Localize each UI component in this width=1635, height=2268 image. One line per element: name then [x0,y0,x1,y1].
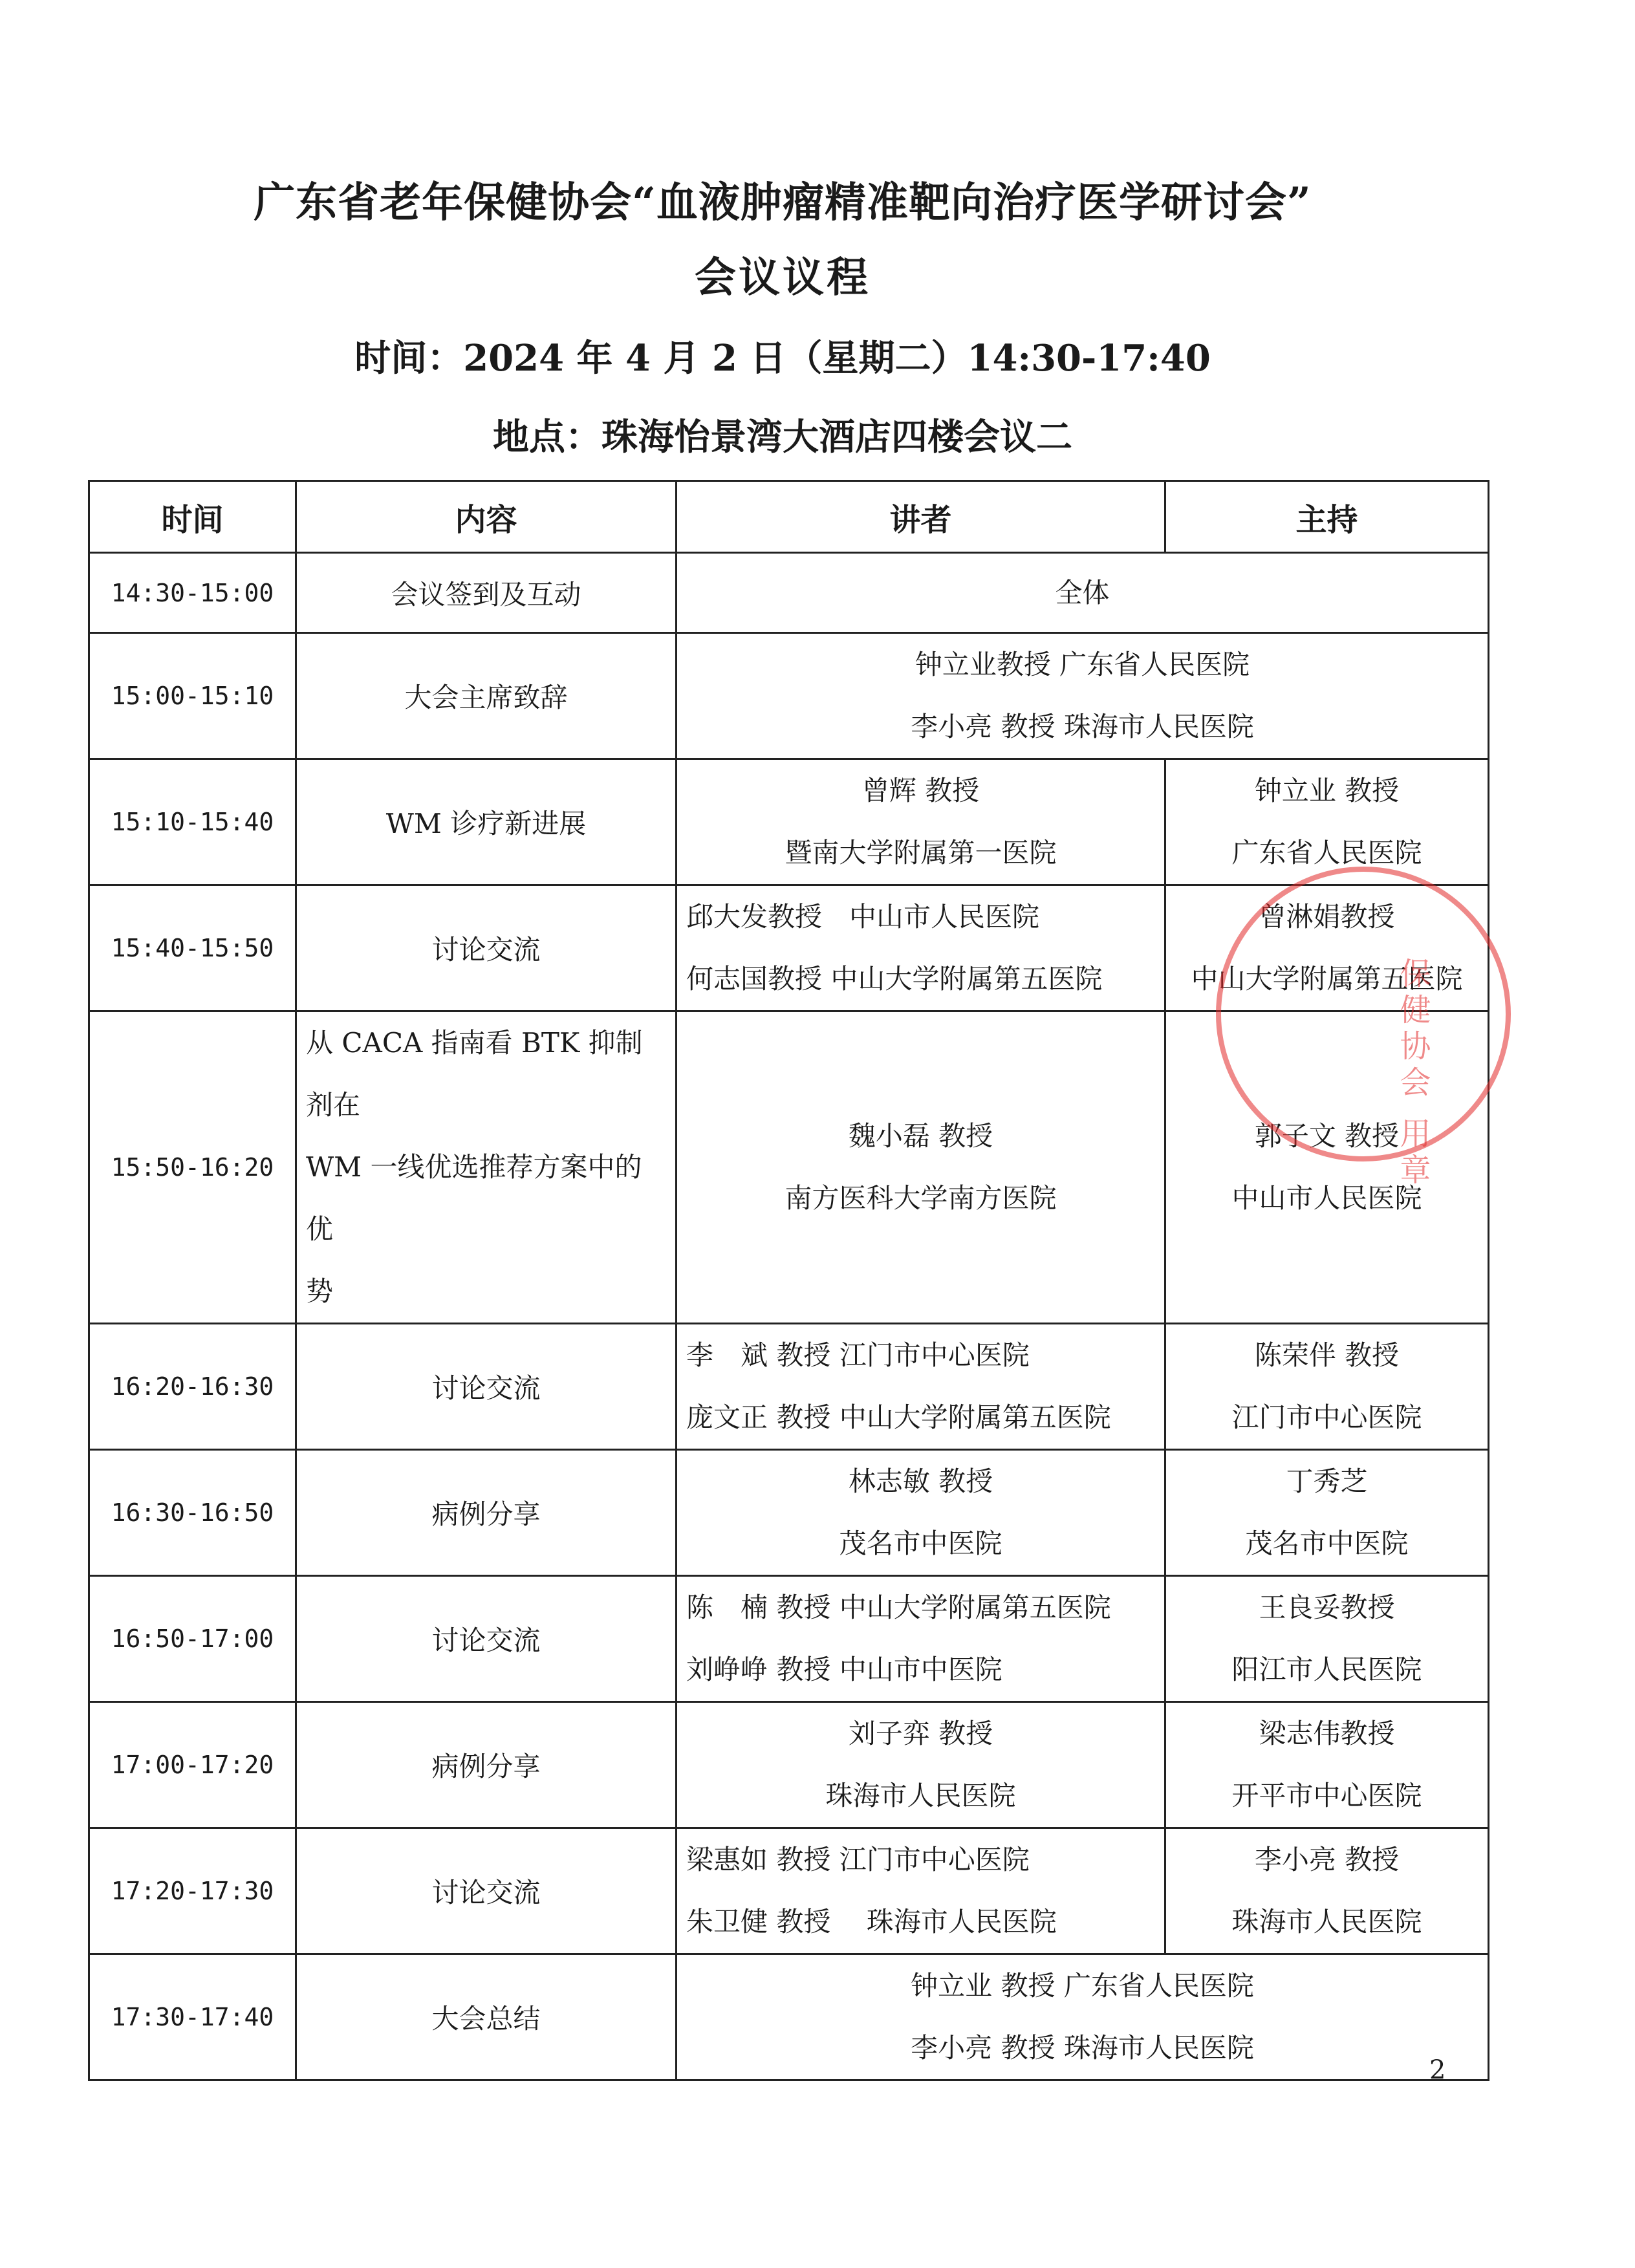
content-line: 讨论交流 [431,1877,541,1908]
cell-host [1165,1576,1489,1702]
cell-time: 16:50-17:00 [89,1576,296,1702]
header-host: 主持 [1165,481,1489,553]
table-row [89,553,1489,633]
content-line: WM 诊疗新进展 [385,808,587,839]
speaker-line: 魏小磊 教授 [848,1120,993,1152]
speaker-line: 茂名市中医院 [839,1528,1002,1559]
host-line: 广东省人民医院 [1231,837,1422,869]
cell-host [1165,759,1489,885]
cell-content [296,885,677,1011]
host-line: 曾淋娟教授 [1259,901,1395,933]
page-number: 2 [1429,2055,1446,2085]
cell-time: 17:30-17:40 [89,1954,296,2080]
cell-content [296,553,677,633]
table-row [89,1702,1489,1828]
cell-host [1165,1324,1489,1450]
host-line: 茂名市中医院 [1245,1528,1409,1559]
host-line: 中山市人民医院 [1231,1182,1422,1214]
host-line: 丁秀芝 [1286,1465,1368,1497]
table-row [89,885,1489,1011]
host-line: 钟立业 教授 [1254,775,1400,806]
cell-speaker-host [677,553,1489,633]
speaker-line: 曾辉 教授 [861,775,980,806]
cell-content [296,1576,677,1702]
meeting-place: 地点：珠海怡景湾大酒店四楼会议二 [493,416,1072,459]
table-row [89,633,1489,759]
speaker-line: 刘峥峥 教授 中山市中医院 [686,1654,1002,1685]
seal-text: 保健协会 用章 [1394,957,1431,1190]
content-line: 大会总结 [431,2003,541,2035]
cell-content [296,1450,677,1576]
speaker-line: 陈 楠 教授 中山大学附属第五医院 [686,1592,1111,1623]
agenda-table [88,480,1489,2081]
cell-speaker [677,1576,1165,1702]
cell-content [296,1954,677,2080]
table-row [89,1828,1489,1954]
host-line: 王良妥教授 [1259,1592,1395,1623]
content-line: 讨论交流 [431,1625,541,1656]
cell-speaker-host [677,633,1489,759]
speaker-line: 何志国教授 中山大学附属第五医院 [686,963,1103,995]
content-line: 从 CACA 指南看 BTK 抑制剂在 [306,1027,643,1121]
table-header-row [89,481,1489,553]
document-subtitle: 会议议程 [695,254,871,302]
cell-time: 16:30-16:50 [89,1450,296,1576]
header-speaker: 讲者 [677,481,1165,553]
host-line: 李小亮 教授 [1254,1844,1400,1875]
content-line: 讨论交流 [431,1372,541,1404]
cell-content [296,1702,677,1828]
table-row [89,1576,1489,1702]
cell-time: 15:00-15:10 [89,633,296,759]
speaker-line: 林志敏 教授 [848,1465,993,1497]
cell-time: 17:00-17:20 [89,1702,296,1828]
speaker-line: 钟立业 教授 广东省人民医院 [911,1970,1254,2002]
document-title: 广东省老年保健协会“血液肿瘤精准靶向治疗医学研讨会” [254,178,1312,227]
host-line: 梁志伟教授 [1259,1718,1395,1749]
content-line: 会议签到及互动 [391,578,581,610]
speaker-line: 南方医科大学南方医院 [785,1182,1057,1214]
speaker-line: 刘子弈 教授 [848,1718,993,1749]
table-row [89,1450,1489,1576]
content-line: WM 一线优选推荐方案中的优 [306,1151,642,1245]
cell-host [1165,885,1489,1011]
speaker-line: 全体 [1055,576,1110,609]
cell-speaker [677,1828,1165,1954]
speaker-line: 李 斌 教授 江门市中心医院 [686,1339,1030,1371]
host-line: 开平市中心医院 [1231,1780,1422,1811]
content-line: 病例分享 [431,1751,541,1782]
cell-content [296,1011,677,1324]
table-row [89,759,1489,885]
cell-time: 16:20-16:30 [89,1324,296,1450]
speaker-line: 珠海市人民医院 [825,1780,1016,1811]
cell-speaker [677,1450,1165,1576]
cell-time: 15:40-15:50 [89,885,296,1011]
cell-time: 15:10-15:40 [89,759,296,885]
host-line: 江门市中心医院 [1231,1401,1422,1433]
cell-host [1165,1702,1489,1828]
content-line: 势 [306,1275,334,1307]
content-line: 大会主席致辞 [404,682,568,713]
host-line: 阳江市人民医院 [1231,1654,1422,1685]
host-line: 陈荣伴 教授 [1254,1339,1400,1371]
host-line: 郭子文 教授 [1254,1120,1400,1152]
speaker-line: 梁惠如 教授 江门市中心医院 [686,1844,1030,1875]
cell-host [1165,1828,1489,1954]
cell-host [1165,1450,1489,1576]
speaker-line: 李小亮 教授 珠海市人民医院 [911,2032,1254,2064]
header-time: 时间 [89,481,296,553]
cell-speaker [677,1324,1165,1450]
cell-speaker [677,759,1165,885]
cell-content [296,1828,677,1954]
table-row [89,1011,1489,1324]
cell-time: 15:50-16:20 [89,1011,296,1324]
cell-speaker [677,885,1165,1011]
cell-content [296,759,677,885]
cell-time: 14:30-15:00 [89,553,296,633]
speaker-line: 李小亮 教授 珠海市人民医院 [911,711,1254,742]
speaker-line: 朱卫健 教授 珠海市人民医院 [686,1906,1057,1938]
cell-host [1165,1011,1489,1324]
speaker-line: 邱大发教授 中山市人民医院 [686,901,1040,933]
host-line: 珠海市人民医院 [1231,1906,1422,1938]
cell-content [296,633,677,759]
speaker-line: 庞文正 教授 中山大学附属第五医院 [686,1401,1111,1433]
cell-speaker [677,1702,1165,1828]
speaker-line: 暨南大学附属第一医院 [785,837,1057,869]
host-line: 中山大学附属第五医院 [1191,963,1463,995]
table-row [89,1324,1489,1450]
cell-speaker-host [677,1954,1489,2080]
meeting-time: 时间：2024 年 4 月 2 日（星期二）14:30-17:40 [354,337,1211,380]
header-content: 内容 [296,481,677,553]
cell-content [296,1324,677,1450]
speaker-line: 钟立业教授 广东省人民医院 [915,649,1250,680]
table-row [89,1954,1489,2080]
content-line: 病例分享 [431,1498,541,1530]
cell-time: 17:20-17:30 [89,1828,296,1954]
cell-speaker [677,1011,1165,1324]
content-line: 讨论交流 [431,934,541,966]
